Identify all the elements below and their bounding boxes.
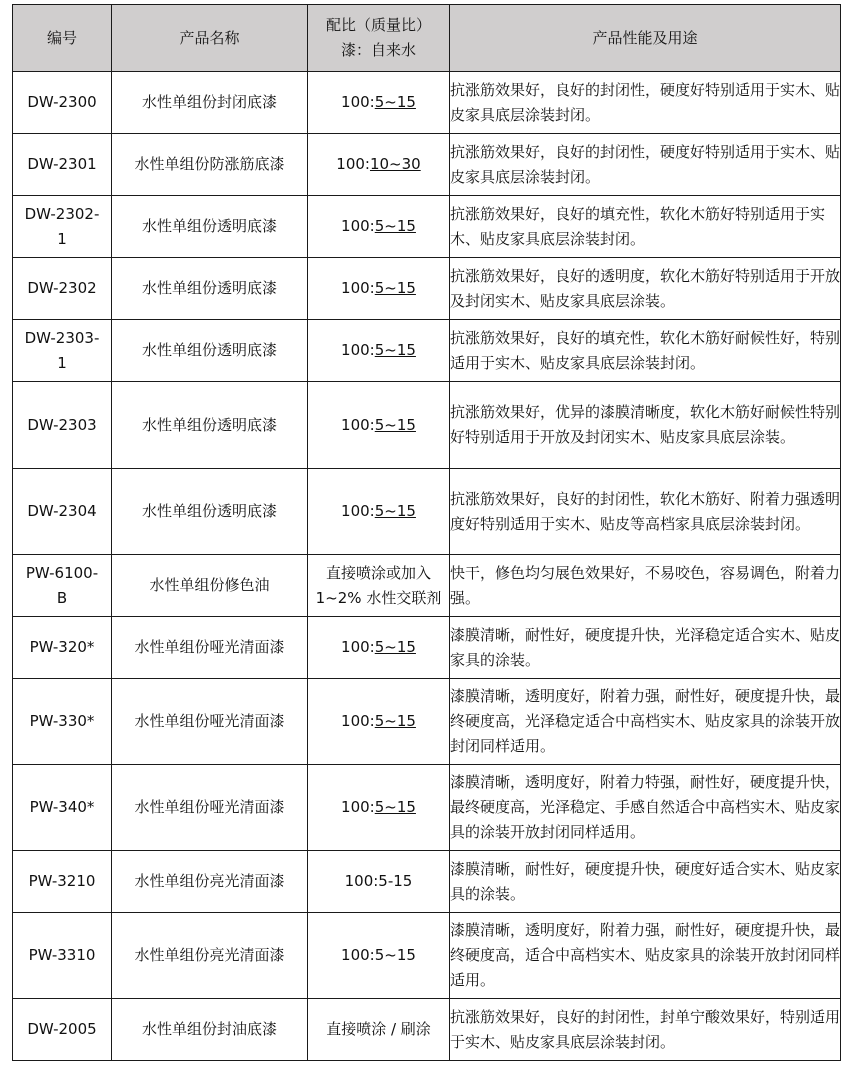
product-name: 水性单组份哑光清面漆 xyxy=(112,765,308,851)
mix-ratio-line xyxy=(341,798,416,816)
product-name: 水性单组份哑光清面漆 xyxy=(112,617,308,679)
mix-ratio xyxy=(308,258,450,320)
product-name: 水性单组份亮光清面漆 xyxy=(112,851,308,913)
product-code-line: DW-2301 xyxy=(27,155,97,173)
product-code-line: PW-320* xyxy=(29,638,95,656)
mix-ratio-line xyxy=(308,561,449,586)
table-row xyxy=(13,913,841,999)
mix-ratio-base: 100:5-15 xyxy=(344,872,413,890)
product-code-line: PW-6100- xyxy=(25,563,99,582)
product-code-line: DW-2302- xyxy=(24,204,100,223)
mix-ratio xyxy=(308,913,450,999)
product-code-line: 1 xyxy=(57,353,67,372)
mix-ratio-line xyxy=(341,279,416,297)
mix-ratio-base: 直接喷涂或加入 xyxy=(325,563,431,582)
mix-ratio-base: 100: xyxy=(336,155,370,173)
product-description: 抗涨筋效果好，良好的封闭性，软化木筋好、附着力强透明度好特别适用于实木、贴皮等高档家具底层涂装封闭。 xyxy=(450,469,841,555)
mix-ratio-water: 5~15 xyxy=(374,341,416,359)
mix-ratio xyxy=(308,72,450,134)
mix-ratio-line xyxy=(336,155,420,173)
mix-ratio xyxy=(308,320,450,382)
product-code-line: PW-330* xyxy=(29,712,95,730)
mix-ratio-line xyxy=(341,93,416,111)
table-row xyxy=(13,469,841,555)
product-name: 水性单组份透明底漆 xyxy=(112,320,308,382)
product-spec-table xyxy=(12,4,841,1061)
header-code: 编号 xyxy=(13,5,112,72)
mix-ratio-base: 100: xyxy=(341,341,375,359)
product-description: 抗涨筋效果好，良好的封闭性，硬度好特别适用于实木、贴皮家具底层涂装封闭。 xyxy=(450,72,841,134)
product-code-line: DW-2304 xyxy=(27,502,97,520)
table-row xyxy=(13,851,841,913)
mix-ratio-line xyxy=(341,416,416,434)
product-description: 抗涨筋效果好，良好的封闭性，封单宁酸效果好，特别适用于实木、贴皮家具底层涂装封闭。 xyxy=(450,999,841,1061)
product-description: 漆膜清晰，耐性好，硬度提升快，硬度好适合实木、贴皮家具的涂装。 xyxy=(450,851,841,913)
mix-ratio xyxy=(308,555,450,617)
table-row xyxy=(13,617,841,679)
table-row xyxy=(13,320,841,382)
header-ratio xyxy=(308,5,450,72)
header-ratio-line1: 配比（质量比） xyxy=(325,16,431,34)
mix-ratio-line xyxy=(341,712,416,730)
mix-ratio-base: 100:5~15 xyxy=(341,946,416,964)
product-code-line: DW-2005 xyxy=(27,1020,97,1038)
product-description: 快干，修色均匀展色效果好，不易咬色，容易调色，附着力强。 xyxy=(450,555,841,617)
mix-ratio-line xyxy=(341,638,416,656)
table-row xyxy=(13,258,841,320)
product-code xyxy=(13,555,112,617)
product-code-line: DW-2303- xyxy=(24,328,100,347)
product-name: 水性单组份透明底漆 xyxy=(112,196,308,258)
mix-ratio-water: 5~15 xyxy=(374,798,416,816)
product-name: 水性单组份防涨筋底漆 xyxy=(112,134,308,196)
product-code xyxy=(13,382,112,469)
product-code-line: DW-2300 xyxy=(27,93,97,111)
mix-ratio-line xyxy=(341,341,416,359)
table-row xyxy=(13,765,841,851)
mix-ratio-line xyxy=(326,1020,431,1038)
mix-ratio-base: 100: xyxy=(341,502,375,520)
product-code-line: DW-2303 xyxy=(27,415,97,434)
product-code xyxy=(13,765,112,851)
table-row xyxy=(13,196,841,258)
mix-ratio-base: 100: xyxy=(341,217,375,235)
mix-ratio xyxy=(308,134,450,196)
mix-ratio xyxy=(308,382,450,469)
product-description: 抗涨筋效果好，良好的填充性，软化木筋好耐候性好，特别适用于实木、贴皮家具底层涂装封闭。 xyxy=(450,320,841,382)
mix-ratio-line xyxy=(341,502,416,520)
product-code-line: PW-3210 xyxy=(28,872,96,890)
product-code xyxy=(13,679,112,765)
mix-ratio-base: 100: xyxy=(341,712,375,730)
product-code xyxy=(13,72,112,134)
product-code xyxy=(13,196,112,258)
product-description: 漆膜清晰，透明度好，附着力强，耐性好，硬度提升快，最终硬度高，光泽稳定适合中高档实木、贴皮家具的涂装开放封闭同样适用。 xyxy=(450,679,841,765)
product-name: 水性单组份封油底漆 xyxy=(112,999,308,1061)
product-code xyxy=(13,469,112,555)
table-row xyxy=(13,679,841,765)
product-name: 水性单组份透明底漆 xyxy=(112,382,308,469)
mix-ratio xyxy=(308,617,450,679)
product-name: 水性单组份透明底漆 xyxy=(112,469,308,555)
product-name: 水性单组份哑光清面漆 xyxy=(112,679,308,765)
mix-ratio xyxy=(308,196,450,258)
product-name: 水性单组份透明底漆 xyxy=(112,258,308,320)
product-description: 抗涨筋效果好，优异的漆膜清晰度，软化木筋好耐候性特别好特别适用于开放及封闭实木、贴皮家具底层涂装。 xyxy=(450,382,841,469)
mix-ratio-base: 100: xyxy=(341,638,375,656)
table-row xyxy=(13,999,841,1061)
mix-ratio-base: 直接喷涂 / 刷涂 xyxy=(326,1020,431,1038)
product-code xyxy=(13,320,112,382)
product-description: 抗涨筋效果好，良好的填充性，软化木筋好特别适用于实木、贴皮家具底层涂装封闭。 xyxy=(450,196,841,258)
mix-ratio-base: 100: xyxy=(341,798,375,816)
mix-ratio-line xyxy=(341,946,416,964)
table-row xyxy=(13,555,841,617)
product-code xyxy=(13,258,112,320)
product-description: 抗涨筋效果好，良好的封闭性，硬度好特别适用于实木、贴皮家具底层涂装封闭。 xyxy=(450,134,841,196)
product-name: 水性单组份亮光清面漆 xyxy=(112,913,308,999)
product-code-line: B xyxy=(56,588,68,607)
product-code xyxy=(13,999,112,1061)
product-code-line: DW-2302 xyxy=(27,279,97,297)
mix-ratio-water: 10~30 xyxy=(369,155,421,173)
mix-ratio-line xyxy=(341,217,416,235)
product-code xyxy=(13,913,112,999)
product-description: 抗涨筋效果好，良好的透明度，软化木筋好特别适用于开放及封闭实木、贴皮家具底层涂装。 xyxy=(450,258,841,320)
mix-ratio-water: 5~15 xyxy=(374,93,416,111)
mix-ratio-water: 5~15 xyxy=(374,415,416,434)
product-code-line: PW-340* xyxy=(29,798,95,816)
mix-ratio-water: 5~15 xyxy=(374,638,416,656)
product-name: 水性单组份修色油 xyxy=(112,555,308,617)
mix-ratio-base: 100: xyxy=(341,415,375,434)
table-row xyxy=(13,134,841,196)
mix-ratio xyxy=(308,469,450,555)
header-desc: 产品性能及用途 xyxy=(450,5,841,72)
product-code-line: PW-3310 xyxy=(28,946,96,964)
mix-ratio xyxy=(308,679,450,765)
mix-ratio-water: 5~15 xyxy=(374,502,416,520)
mix-ratio-line2: 1~2% 水性交联剂 xyxy=(315,588,442,607)
mix-ratio-base: 100: xyxy=(341,93,375,111)
product-code xyxy=(13,617,112,679)
mix-ratio-water: 5~15 xyxy=(374,712,416,730)
product-description: 漆膜清晰，透明度好，附着力强，耐性好，硬度提升快，最终硬度高，适合中高档实木、贴皮家具的涂装开放封闭同样适用。 xyxy=(450,913,841,999)
header-name: 产品名称 xyxy=(112,5,308,72)
mix-ratio-base: 100: xyxy=(341,279,375,297)
product-name: 水性单组份封闭底漆 xyxy=(112,72,308,134)
product-description: 漆膜清晰，透明度好，附着力特强，耐性好，硬度提升快，最终硬度高，光泽稳定、手感自然适合中高档实木、贴皮家具的涂装开放封闭同样适用。 xyxy=(450,765,841,851)
mix-ratio xyxy=(308,999,450,1061)
mix-ratio xyxy=(308,765,450,851)
header-row xyxy=(13,5,841,72)
table-row xyxy=(13,72,841,134)
product-code-line: 1 xyxy=(57,229,67,248)
product-code xyxy=(13,134,112,196)
table-row xyxy=(13,382,841,469)
table-body xyxy=(13,72,841,1061)
product-description: 漆膜清晰，耐性好，硬度提升快，光泽稳定适合实木、贴皮家具的涂装。 xyxy=(450,617,841,679)
header-ratio-line2: 漆：自来水 xyxy=(340,41,416,59)
mix-ratio-water: 5~15 xyxy=(374,217,416,235)
mix-ratio-water: 5~15 xyxy=(374,279,416,297)
mix-ratio-line xyxy=(345,872,413,890)
mix-ratio xyxy=(308,851,450,913)
product-code xyxy=(13,851,112,913)
